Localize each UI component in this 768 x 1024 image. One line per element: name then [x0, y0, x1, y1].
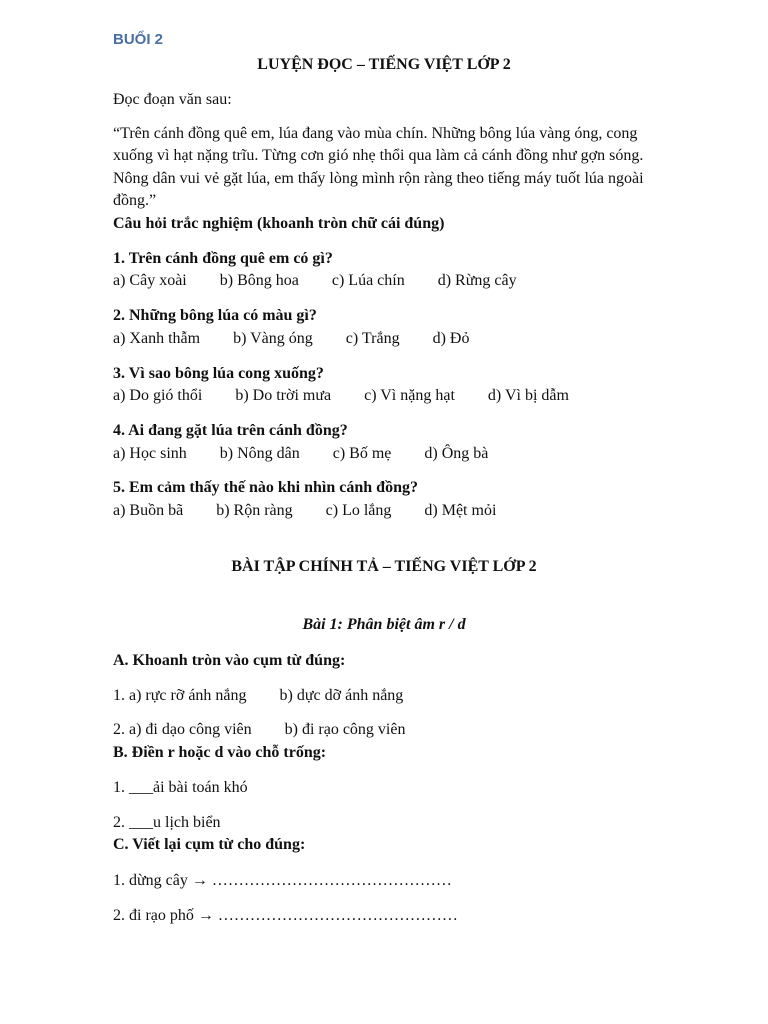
reading-instruction: Đọc đoạn văn sau:: [113, 91, 232, 108]
option-b[interactable]: b) Vàng óng: [233, 330, 313, 347]
question-options: [113, 386, 602, 405]
quiz-heading: Câu hỏi trắc nghiệm (khoanh tròn chữ cái đúng): [113, 215, 445, 232]
question-options: [113, 444, 521, 463]
option-d[interactable]: d) Mệt mỏi: [424, 502, 497, 519]
option-d[interactable]: d) Vì bị dẫm: [487, 387, 569, 404]
option-c[interactable]: c) Trắng: [345, 330, 400, 347]
option-d[interactable]: d) Đỏ: [432, 330, 470, 347]
question-options: [113, 501, 529, 520]
option-c[interactable]: c) Vì nặng hạt: [364, 387, 455, 404]
rewrite-item[interactable]: 2. đi rạo phố → ………………………………………: [113, 907, 458, 924]
option-b[interactable]: b) Nông dân: [219, 445, 300, 462]
part-a-heading: A. Khoanh tròn vào cụm từ đúng:: [113, 652, 346, 669]
fill-blank-item[interactable]: 1. ___ải bài toán khó: [113, 779, 248, 796]
question-text: 5. Em cảm thấy thế nào khi nhìn cánh đồng?: [113, 479, 418, 496]
choice-b[interactable]: b) dực dỡ ánh nắng: [279, 687, 404, 704]
question-options: [113, 271, 550, 290]
option-b[interactable]: b) Rộn ràng: [216, 502, 293, 519]
option-a[interactable]: a) Do gió thổi: [113, 387, 203, 404]
option-b[interactable]: b) Bông hoa: [219, 272, 299, 289]
choice-a[interactable]: 2. a) đi dạo công viên: [113, 721, 252, 738]
choice-a[interactable]: 1. a) rực rỡ ánh nắng: [113, 687, 247, 704]
reading-passage: “Trên cánh đồng quê em, lúa đang vào mùa chín. Những bông lúa vàng óng, cong xuống vì hạt nặng trĩu. Từng cơn gió nhẹ thổi qua làm cả cánh đồng như gợn sóng. Nông dân vui vẻ gặt lúa, em thấy lòng mình rộn ràng theo tiếng máy tuốt lúa ngoài đồng.”: [113, 125, 644, 210]
option-a[interactable]: a) Xanh thẫm: [113, 330, 201, 347]
option-b[interactable]: b) Do trời mưa: [235, 387, 332, 404]
session-label: BUỔI 2: [113, 31, 164, 48]
option-a[interactable]: a) Học sinh: [113, 445, 187, 462]
part-a-item: [113, 720, 438, 739]
option-c[interactable]: c) Lo lắng: [325, 502, 392, 519]
question-text: 2. Những bông lúa có màu gì?: [113, 307, 317, 324]
part-b-heading: B. Điền r hoặc d vào chỗ trống:: [113, 744, 327, 761]
question-text: 1. Trên cánh đồng quê em có gì?: [113, 250, 333, 267]
reading-title: LUYỆN ĐỌC – TIẾNG VIỆT LỚP 2: [257, 56, 511, 73]
exercise-title: Bài 1: Phân biệt âm r / d: [302, 616, 466, 633]
option-d[interactable]: d) Ông bà: [424, 445, 489, 462]
choice-b[interactable]: b) đi rạo công viên: [284, 721, 406, 738]
option-c[interactable]: c) Bố mẹ: [332, 445, 392, 462]
fill-blank-item[interactable]: 2. ___u lịch biển: [113, 814, 221, 831]
question-text: 4. Ai đang gặt lúa trên cánh đồng?: [113, 422, 348, 439]
spelling-title: BÀI TẬP CHÍNH TẢ – TIẾNG VIỆT LỚP 2: [231, 558, 537, 575]
part-a-item: [113, 686, 436, 705]
option-c[interactable]: c) Lúa chín: [331, 272, 405, 289]
option-a[interactable]: a) Buồn bã: [113, 502, 184, 519]
rewrite-item[interactable]: 1. dừng cây → ………………………………………: [113, 872, 452, 889]
option-a[interactable]: a) Cây xoài: [113, 272, 187, 289]
part-c-heading: C. Viết lại cụm từ cho đúng:: [113, 836, 306, 853]
option-d[interactable]: d) Rừng cây: [437, 272, 517, 289]
question-options: [113, 329, 502, 348]
question-text: 3. Vì sao bông lúa cong xuống?: [113, 365, 324, 382]
